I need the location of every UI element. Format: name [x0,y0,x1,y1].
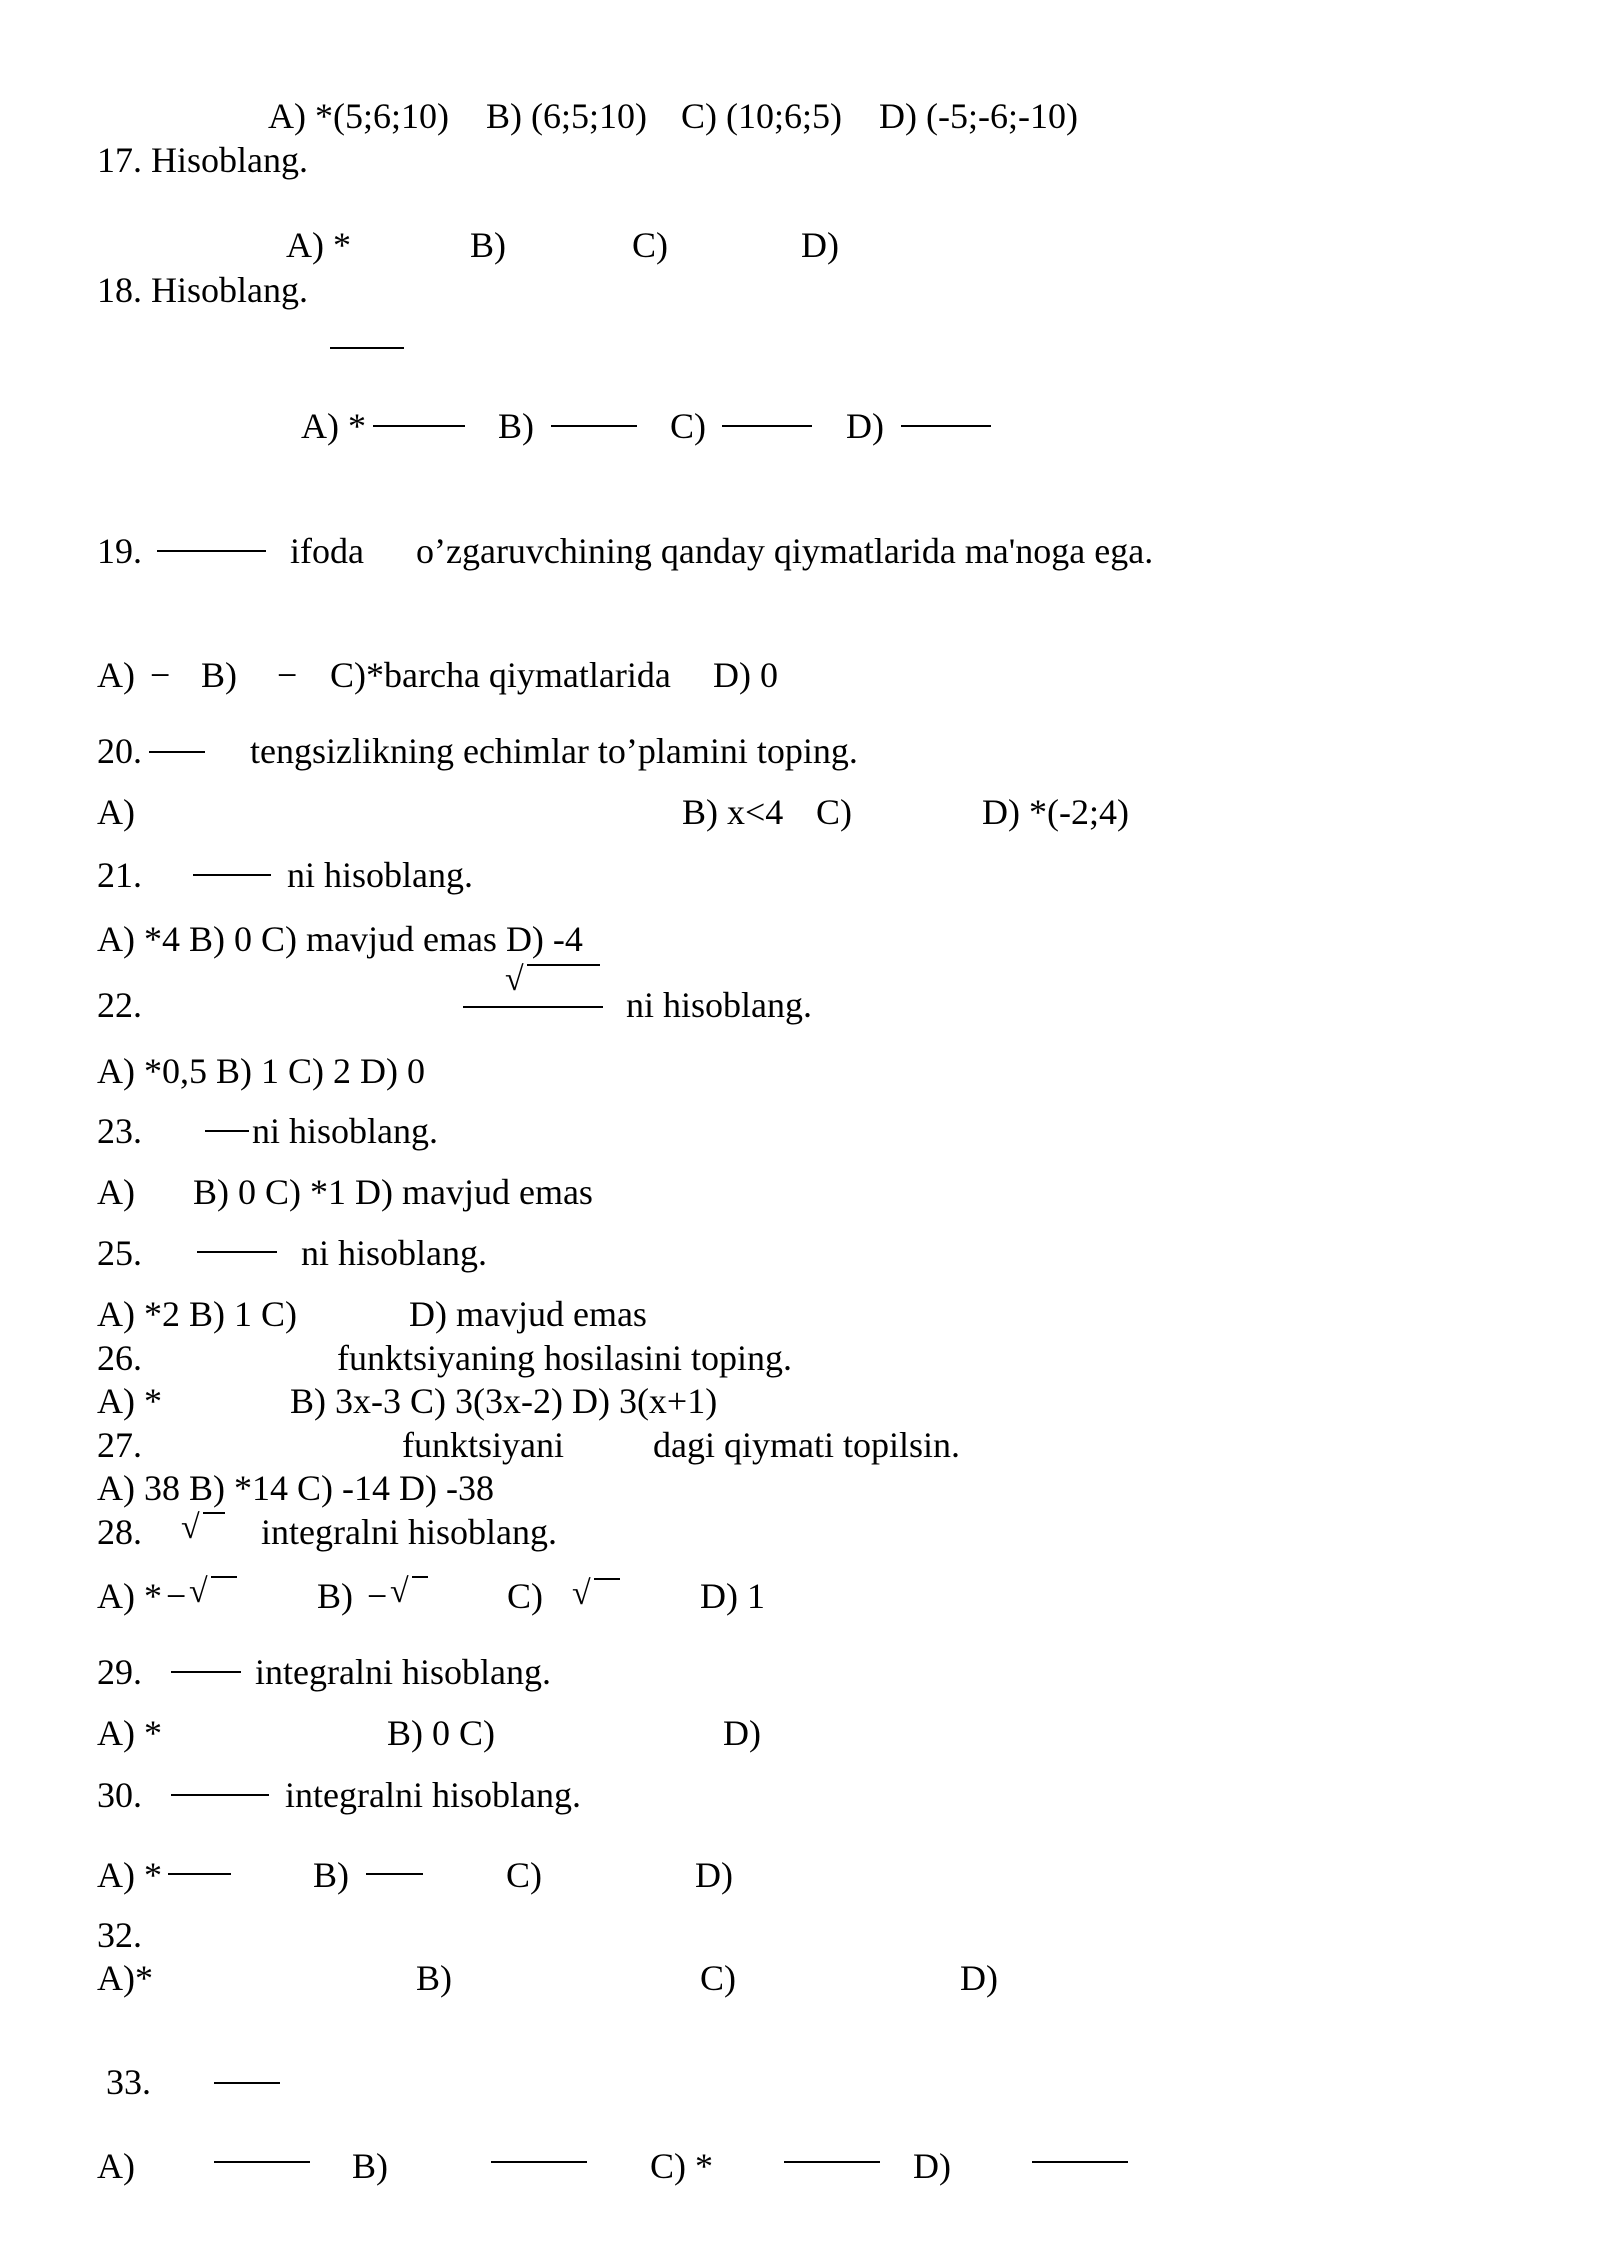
q19-answer-b-minus: − [277,655,298,695]
q16-answer-c: C) (10;6;5) [681,96,842,136]
q32-answer-b: B) [416,1958,452,1998]
q30-fraction-bar [171,1794,269,1796]
q23-text: ni hisoblang. [252,1111,438,1151]
q28-text: integralni hisoblang. [261,1512,557,1552]
q29-fraction-bar [171,1671,241,1673]
q33-answer-b: B) [352,2146,388,2186]
q27-number: 27. [97,1425,142,1465]
q20-answer-b: B) x<4 [682,792,784,832]
q16-answer-b: B) (6;5;10) [486,96,647,136]
q25-answer-d: D) mavjud emas [409,1294,647,1334]
q29-answer-d: D) [723,1713,761,1753]
q19-answer-c: C)*barcha qiymatlarida [330,655,671,695]
q25-text: ni hisoblang. [301,1233,487,1273]
q32-number: 32. [97,1915,142,1955]
q29-answer-a: A) * [97,1713,162,1753]
q32-answer-c: C) [700,1958,736,1998]
q30-number: 30. [97,1775,142,1815]
q28-answer-a-radical-bar [211,1576,237,1578]
q19-answer-b: B) [201,655,237,695]
q33-fraction-bar [214,2082,280,2084]
q18-answer-a: A) * [301,406,366,446]
q19-answer-a-minus: − [150,655,171,695]
q21-text: ni hisoblang. [287,855,473,895]
q22-radical-bar [527,964,600,966]
q20-answer-d: D) *(-2;4) [982,792,1129,832]
q33-fraction-bar-c [784,2161,880,2163]
q18-fraction-bar-c [722,425,812,427]
q33-fraction-bar-b [491,2161,587,2163]
q18-answer-c: C) [670,406,706,446]
q19-text-ifoda: ifoda [290,531,364,571]
q18-fraction-bar [330,347,404,349]
q29-text: integralni hisoblang. [255,1652,551,1692]
q19-fraction-bar [157,550,266,552]
q22-radical-icon: √ [505,961,524,998]
q28-number: 28. [97,1512,142,1552]
q30-fraction-bar-b [366,1873,423,1875]
q30-answer-c: C) [506,1855,542,1895]
q33-answer-c: C) * [650,2146,713,2186]
q26-answer-a: A) * [97,1381,162,1421]
q17-answer-a: A) * [286,225,351,265]
q21-fraction-bar [193,874,271,876]
q23-number: 23. [97,1111,142,1151]
q33-fraction-bar-d [1032,2161,1128,2163]
q33-answer-a: A) [97,2146,135,2186]
q18-fraction-bar-b [551,425,637,427]
q33-answer-d: D) [913,2146,951,2186]
q25-number: 25. [97,1233,142,1273]
q28-answer-a: A) * [97,1576,162,1616]
q26-number: 26. [97,1338,142,1378]
q20-answer-c: C) [816,792,852,832]
q19-answer-d: D) 0 [713,655,778,695]
q22-answers: A) *0,5 B) 1 C) 2 D) 0 [97,1051,425,1091]
q28-radical-bar [203,1512,225,1514]
q32-answer-a: A)* [97,1958,153,1998]
q17-answer-c: C) [632,225,668,265]
q28-answer-c-radical-icon: √ [572,1575,591,1612]
q26-answers-rest: B) 3x-3 C) 3(3x-2) D) 3(x+1) [290,1381,718,1421]
q28-answer-a-radical-icon: √ [189,1573,208,1610]
q33-fraction-bar-a [214,2161,310,2163]
q16-answer-d: D) (-5;-6;-10) [879,96,1078,136]
q18-fraction-bar-a [373,425,465,427]
q30-fraction-bar-a [168,1873,231,1875]
q28-answer-c-radical-bar [594,1578,620,1580]
q29-number: 29. [97,1652,142,1692]
q28-answer-a-minus: − [166,1576,187,1616]
q32-answer-d: D) [960,1958,998,1998]
q19-text: o’zgaruvchining qanday qiymatlarida ma'noga ega. [416,531,1154,571]
q30-answer-d: D) [695,1855,733,1895]
q28-answer-d: D) 1 [700,1576,765,1616]
q18-answer-b: B) [498,406,534,446]
q28-answer-b-radical-bar [412,1576,428,1578]
q28-answer-b-minus: − [367,1576,388,1616]
q22-text: ni hisoblang. [626,985,812,1025]
q28-radical-icon: √ [181,1509,200,1546]
q19-number: 19. [97,531,142,571]
q21-answers: A) *4 B) 0 C) mavjud emas D) -4 [97,919,583,959]
q26-text: funktsiyaning hosilasini toping. [337,1338,792,1378]
q18-fraction-bar-d [901,425,991,427]
q18-answer-d: D) [846,406,884,446]
q23-answers-rest: B) 0 C) *1 D) mavjud emas [193,1172,593,1212]
q23-fraction-bar [205,1130,249,1132]
q22-fraction-bar [463,1006,603,1008]
q30-answer-b: B) [313,1855,349,1895]
q27-text: dagi qiymati topilsin. [653,1425,960,1465]
q30-answer-a: A) * [97,1855,162,1895]
q17-answer-b: B) [470,225,506,265]
q22-number: 22. [97,985,142,1025]
q16-answer-a: A) *(5;6;10) [268,96,449,136]
q20-answer-a: A) [97,792,135,832]
q33-number: 33. [106,2062,151,2102]
q27-text-funktsiyani: funktsiyani [402,1425,564,1465]
q20-text: tengsizlikning echimlar to’plamini toping. [250,731,858,771]
q28-answer-c: C) [507,1576,543,1616]
q28-answer-b: B) [317,1576,353,1616]
q30-text: integralni hisoblang. [285,1775,581,1815]
q20-fraction-bar [149,751,205,753]
q23-answer-a: A) [97,1172,135,1212]
q29-answers-bc: B) 0 C) [387,1713,495,1753]
q20-number: 20. [97,731,142,771]
q25-fraction-bar [197,1251,277,1253]
q27-answers: A) 38 B) *14 C) -14 D) -38 [97,1468,494,1508]
q28-answer-b-radical-icon: √ [390,1573,409,1610]
q25-answers-abc: A) *2 B) 1 C) [97,1294,297,1334]
q19-answer-a: A) [97,655,135,695]
q17-answer-d: D) [801,225,839,265]
q18-label: 18. Hisoblang. [97,270,308,310]
q21-number: 21. [97,855,142,895]
q17-label: 17. Hisoblang. [97,140,308,180]
